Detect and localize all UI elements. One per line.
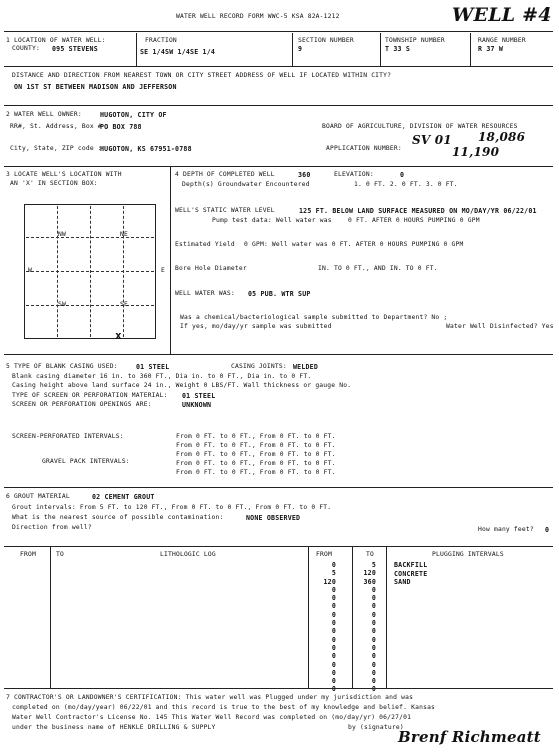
city-value: HUGOTON, KS 67951-0788 xyxy=(100,145,192,153)
plug-to-cell: 0 xyxy=(371,619,376,628)
plug-to-cell: 5 xyxy=(371,561,376,569)
plug-from-cell: 0 xyxy=(331,627,336,636)
bore-value: IN. TO 0 FT., AND IN. TO 0 FT. xyxy=(318,265,438,272)
screen-interval-1: From 0 FT. to 0 FT., From 0 FT. to 0 FT. xyxy=(176,433,336,440)
section-box-label-2: AN 'X' IN SECTION BOX: xyxy=(10,180,98,187)
plug-to-cell: 0 xyxy=(371,635,376,644)
fraction-value: SE 1/4SW 1/4SE 1/4 xyxy=(140,48,216,56)
plug-from-cell: 0 xyxy=(331,652,336,661)
pump-test-label: Pump test data: Well water was xyxy=(212,217,332,224)
plug-material-1: BACKFILL xyxy=(394,561,428,569)
bore-label: Bore Hole Diameter xyxy=(175,265,247,272)
gravel-interval-3: From 0 FT. to 0 FT., From 0 FT. to 0 FT. xyxy=(176,469,336,476)
contamination-label: What is the nearest source of possible contamination: xyxy=(12,514,224,521)
certification-line-2: completed on (mo/day/year) 06/22/01 and this record is true to the best of my knowledge and belief. Kansas xyxy=(12,704,436,711)
well-location-mark: x xyxy=(115,329,122,342)
handwritten-18086: 18,086 xyxy=(478,130,526,144)
log-to-header: TO xyxy=(56,551,64,558)
log-from-header: FROM xyxy=(20,551,36,558)
plug-from-cell: 0 xyxy=(331,685,336,694)
grout-label: 6 GROUT MATERIAL xyxy=(6,493,70,500)
signature: Brenf Richmeatt xyxy=(398,728,541,746)
contamination-value: NONE OBSERVED xyxy=(246,514,301,522)
plug-from-cell: 0 xyxy=(331,643,336,652)
casing-value: 01 STEEL xyxy=(136,363,170,371)
plug-from-cell: 120 xyxy=(323,577,336,586)
plug-from-cell: 0 xyxy=(331,635,336,644)
depth-value: 360 xyxy=(298,171,311,179)
groundwater-label: Depth(s) Groundwater Encountered xyxy=(182,181,310,188)
joints-label: CASING JOINTS: xyxy=(231,363,287,370)
owner-value: HUGOTON, CITY OF xyxy=(100,111,167,119)
plug-to-cell: 0 xyxy=(371,610,376,619)
section-value: 9 xyxy=(298,45,303,53)
gravel-intervals-label: GRAVEL PACK INTERVALS: xyxy=(42,458,130,465)
depth-label: 4 DEPTH OF COMPLETED WELL xyxy=(175,171,275,178)
plug-from-cell: 0 xyxy=(331,677,336,686)
grout-value: 02 CEMENT GROUT xyxy=(92,493,155,501)
w-label: W xyxy=(28,267,32,274)
plug-to-cell: 0 xyxy=(371,677,376,686)
casing-height-row: Casing height above land surface 24 in., Weight 0 LBS/FT. Wall thickness or gauge No. xyxy=(12,382,352,389)
township-value: T 33 S xyxy=(385,45,411,53)
form-title: WATER WELL RECORD FORM WWC-5 KSA 82A-1212 xyxy=(176,13,340,20)
pump-test-value: 0 FT. AFTER 0 HOURS PUMPING 0 GPM xyxy=(348,217,480,224)
plug-to-cell: 0 xyxy=(371,652,376,661)
yield-label: Estimated Yield xyxy=(175,241,235,248)
plug-to-cell: 0 xyxy=(371,660,376,669)
plug-material-3: SAND xyxy=(394,578,411,586)
fraction-label: FRACTION xyxy=(145,37,177,44)
plug-from-cell: 0 xyxy=(331,561,336,569)
grout-intervals: Grout intervals: From 5 FT. to 120 FT., From 0 FT. to 0 FT., From 0 FT. to 0 FT. xyxy=(12,504,332,511)
handwritten-sv: SV 01 xyxy=(412,133,452,147)
how-many-feet-value: 0 xyxy=(545,526,550,534)
plugging-intervals-header: PLUGGING INTERVALS xyxy=(432,551,504,558)
nw-label: NW xyxy=(58,231,66,238)
plug-from-cell: 0 xyxy=(331,594,336,603)
direction-label: Direction from well? xyxy=(12,524,92,531)
plug-to-cell: 0 xyxy=(371,643,376,652)
plug-from-cell: 0 xyxy=(331,660,336,669)
distance-label: DISTANCE AND DIRECTION FROM NEAREST TOWN OR CITY STREET ADDRESS OF WELL IF LOCATED WITHIN CITY? xyxy=(12,72,392,79)
gravel-interval-2: From 0 FT. to 0 FT., From 0 FT. to 0 FT. xyxy=(176,460,336,467)
chem-sample-question: Was a chemical/bacteriological sample submitted to Department? No ; xyxy=(180,314,448,321)
screen-interval-2: From 0 FT. to 0 FT., From 0 FT. to 0 FT. xyxy=(176,442,336,449)
plug-to-cell: 120 xyxy=(363,569,376,578)
se-label: SE xyxy=(120,301,128,308)
screen-openings-label: SCREEN OR PERFORATION OPENINGS ARE: xyxy=(12,401,152,408)
joints-value: WELDED xyxy=(293,363,319,371)
city-label: City, State, ZIP code : xyxy=(10,145,102,152)
static-level-value: 125 FT. BELOW LAND SURFACE MEASURED ON MO/DAY/YR 06/22/01 xyxy=(299,207,537,215)
plug-from-cell: 0 xyxy=(331,610,336,619)
screen-type-label: TYPE OF SCREEN OR PERFORATION MATERIAL: xyxy=(12,392,168,399)
plug-to-header: TO xyxy=(366,551,374,558)
e-label: E xyxy=(161,267,165,274)
plug-to-cell: 0 xyxy=(371,594,376,603)
address-label: RR#, St. Address, Box # : xyxy=(10,123,110,130)
static-level-label: WELL'S STATIC WATER LEVEL xyxy=(175,207,275,214)
how-many-feet-label: How many feet? xyxy=(478,526,534,533)
plug-to-cell: 0 xyxy=(371,585,376,594)
county-value: 095 STEVENS xyxy=(52,45,98,53)
township-label: TOWNSHIP NUMBER xyxy=(385,37,445,44)
plug-material-2: CONCRETE xyxy=(394,570,428,578)
board-label: BOARD OF AGRICULTURE, DIVISION OF WATER RESOURCES xyxy=(322,123,518,130)
plug-to-column xyxy=(352,562,376,695)
disinfected-value: Water Well Disinfected? Yes xyxy=(446,323,554,330)
plug-from-cell: 0 xyxy=(331,668,336,677)
groundwater-values: 1. 0 FT. 2. 0 FT. 3. 0 FT. xyxy=(354,181,458,188)
elevation-value: 0 xyxy=(400,171,405,179)
plug-to-cell: 0 xyxy=(371,685,376,694)
distance-value: ON 1ST ST BETWEEN MADISON AND JEFFERSON xyxy=(14,83,177,91)
plug-from-header: FROM xyxy=(316,551,332,558)
use-value: 05 PUB. WTR SUP xyxy=(248,290,311,298)
certification-line-1: 7 CONTRACTOR'S OR LANDOWNER'S CERTIFICATION: This water well was Plugged under my jurisdiction and was xyxy=(6,694,414,701)
use-label: WELL WATER WAS: xyxy=(175,290,235,297)
plug-to-cell: 0 xyxy=(371,668,376,677)
handwritten-well-number: WELL #4 xyxy=(452,4,552,26)
plug-to-cell: 0 xyxy=(371,627,376,636)
elevation-label: ELEVATION: xyxy=(334,171,374,178)
range-value: R 37 W xyxy=(478,45,504,53)
section-label: SECTION NUMBER xyxy=(298,37,354,44)
range-label: RANGE NUMBER xyxy=(478,37,526,44)
county-label: COUNTY: xyxy=(12,45,40,52)
screen-intervals-label: SCREEN-PERFORATED INTERVALS: xyxy=(12,433,124,440)
screen-type-value: 01 STEEL xyxy=(182,392,216,400)
handwritten-11190: 11,190 xyxy=(452,145,500,159)
plug-from-column xyxy=(312,562,336,695)
plug-to-cell: 360 xyxy=(363,577,376,586)
plug-to-cell: 0 xyxy=(371,602,376,611)
plug-from-cell: 5 xyxy=(331,569,336,578)
screen-openings-value: UNKNOWN xyxy=(182,401,212,409)
application-label: APPLICATION NUMBER: xyxy=(326,145,402,152)
location-label: 1 LOCATION OF WATER WELL: xyxy=(6,37,106,44)
owner-label: 2 WATER WELL OWNER: xyxy=(6,111,82,118)
yield-value: 0 GPM: Well water was 0 FT. AFTER 0 HOURS PUMPING 0 GPM xyxy=(244,241,464,248)
section-box-label: 3 LOCATE WELL'S LOCATION WITH xyxy=(6,171,122,178)
chem-sample-date: If yes, mo/day/yr sample was submitted xyxy=(180,323,332,330)
ne-label: NE xyxy=(120,231,128,238)
casing-label: 5 TYPE OF BLANK CASING USED: xyxy=(6,363,118,370)
sw-label: SW xyxy=(58,301,66,308)
casing-diameter-row: Blank casing diameter 16 in. to 360 FT., Dia in. to 0 FT., Dia in. to 0 FT. xyxy=(12,373,312,380)
lithologic-log-header: LITHOLOGIC LOG xyxy=(160,551,216,558)
certification-line-3: Water Well Contractor's License No. 145 This Water Well Record was completed on (mo/day/yr) 06/27/01 xyxy=(12,714,412,721)
plug-from-cell: 0 xyxy=(331,619,336,628)
plug-from-cell: 0 xyxy=(331,602,336,611)
gravel-interval-1: From 0 FT. to 0 FT., From 0 FT. to 0 FT. xyxy=(176,451,336,458)
signature-label: by (signature) xyxy=(348,724,404,731)
address-value: PO BOX 788 xyxy=(100,123,142,131)
plug-from-cell: 0 xyxy=(331,585,336,594)
certification-line-4: under the business name of HENKLE DRILLING & SUPPLY xyxy=(12,724,216,731)
